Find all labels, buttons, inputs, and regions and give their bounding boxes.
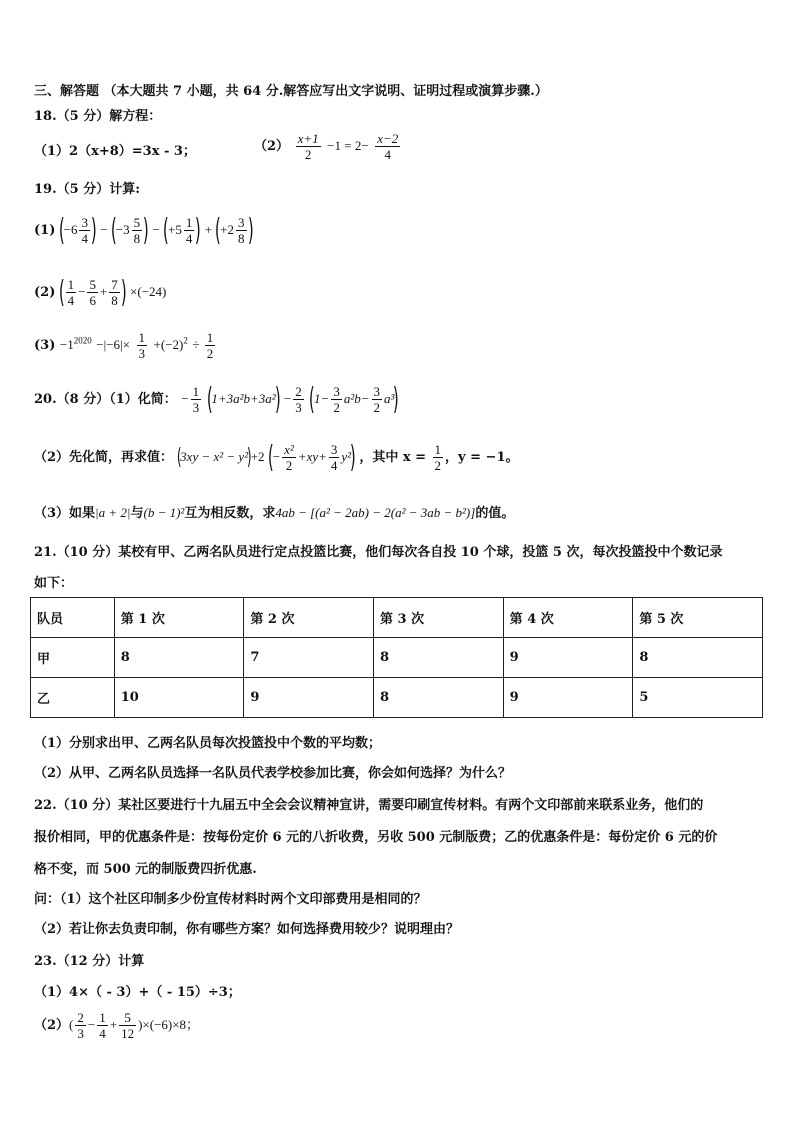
table-cell: 乙 (31, 678, 115, 718)
q21-heading: 21.（10 分）某校有甲、乙两名队员进行定点投篮比赛，他们每次各自投 10 个球，投篮 5 次，每次投篮投中个数记录 (34, 545, 723, 560)
table-cell: 9 (503, 678, 633, 718)
table-row (31, 638, 763, 678)
table-cell: 8 (114, 638, 244, 678)
table-cell: 7 (244, 638, 374, 678)
q21-part1: （1）分别求出甲、乙两名队员每次投篮投中个数的平均数； (34, 736, 382, 751)
score-table (30, 597, 763, 718)
q18-heading: 18.（5 分）解方程： (34, 109, 162, 124)
q18-fraction-1: $\frac{x+1}{2}$ (297, 131, 319, 162)
table-header: 第 2 次 (244, 598, 374, 638)
q19-part1: (1) (−6 $\frac{3}{4}$ ) − (−3 $\frac{5}{8}$ ) − (+5 $\frac{1}{4}$ ) + (+2 $\frac{3}{8}$ ) (34, 213, 254, 248)
table-cell: 9 (244, 678, 374, 718)
q18-fraction-2: $\frac{x-2}{4}$ (377, 131, 399, 162)
table-header: 第 5 次 (633, 598, 763, 638)
q22-line1: 22.（10 分）某社区要进行十九届五中全会会议精神宣讲，需要印刷宣传材料。有两个文印部前来联系业务，他们的 (34, 798, 704, 813)
table-cell: 9 (503, 638, 633, 678)
table-header: 第 3 次 (374, 598, 504, 638)
q18-part2-label: （2） (254, 139, 290, 154)
table-cell: 8 (633, 638, 763, 678)
table-cell: 10 (114, 678, 244, 718)
table-header: 第 4 次 (503, 598, 633, 638)
table-header-row (31, 598, 763, 638)
q22-line2: 报价相同，甲的优惠条件是：按每份定价 6 元的八折收费，另收 500 元制版费；乙的优惠条件是：每份定价 6 元的价 (34, 830, 718, 845)
table-cell: 甲 (31, 638, 115, 678)
q20-part1: 20.（8 分）（1）化简： − $\frac{1}{3}$ (1+3a²b+3a²) − $\frac{2}{3}$ (1− $\frac{3}{2}$ a²b− $\frac{3}{2}$ a³) (34, 382, 400, 417)
q19-part2: (2) ( $\frac{1}{4}$ − $\frac{5}{6}$ + $\frac{7}{8}$ ) ×(−24) (34, 275, 167, 310)
q21-part2: （2）从甲、乙两名队员选择一名队员代表学校参加比赛，你会如何选择？为什么？ (34, 766, 512, 781)
section-title: 三、解答题 （本大题共 7 小题，共 64 分.解答应写出文字说明、证明过程或演算步骤.） (34, 84, 548, 99)
table-header: 队员 (31, 598, 115, 638)
q18-part2 (254, 131, 402, 162)
q23-part1: （1）4×（ - 3）+（ - 15）÷3； (34, 985, 241, 1000)
q18-middle: −1 = 2− (327, 138, 369, 153)
q21-heading-cont: 如下： (34, 576, 74, 591)
q19-part3: $(3) -1^{2020} -|-6|\times$ $\frac{1}{3}$ $+(-2)^2$ ÷ $\frac{1}{2}$ (34, 330, 214, 361)
q22-line3: 格不变，而 500 元的制版费四折优惠. (34, 862, 257, 877)
table-row (31, 678, 763, 718)
table-cell: 8 (374, 638, 504, 678)
q20-part3: （3）如果|a + 2|与(b − 1)²互为相反数，求4ab − [(a² − 2ab) − 2(a² − 3ab − b²)]的值。 (34, 505, 515, 521)
table-header: 第 1 次 (114, 598, 244, 638)
table-cell: 8 (374, 678, 504, 718)
q23-part2: （2）( $\frac{2}{3}$ − $\frac{1}{4}$ + $\frac{5}{12}$ )×(−6)×8； (34, 1010, 200, 1041)
q19-heading: 19.（5 分）计算: (34, 182, 140, 197)
q20-part2: （2）先化简，再求值： (3xy − x² − y²)+2 (− $\frac{\text{x²}}{2}$ +xy+ $\frac{3}{4}$ y²) ，其中 x = $\frac{1}{2}$ ，y = −1。 (34, 440, 519, 475)
q18-part1: （1）2（x+8）=3x - 3； (34, 144, 196, 159)
q22-question2: （2）若让你去负责印制，你有哪些方案？如何选择费用较少？说明理由？ (34, 922, 460, 937)
q22-question1: 问：（1）这个社区印制多少份宣传材料时两个文印部费用是相同的？ (34, 892, 427, 907)
q23-heading: 23.（12 分）计算 (34, 954, 145, 969)
table-cell: 5 (633, 678, 763, 718)
